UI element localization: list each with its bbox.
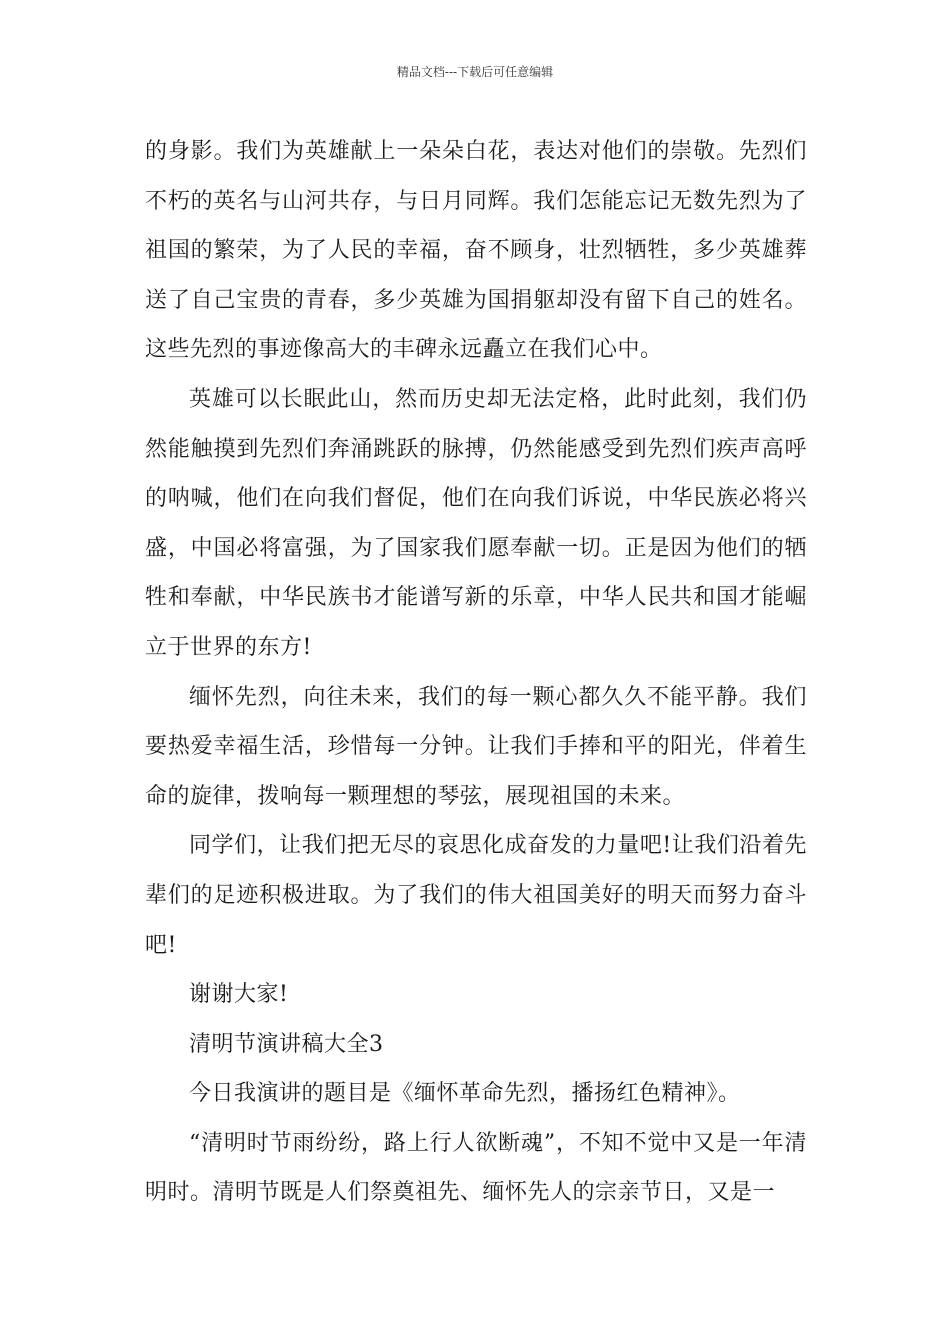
paragraph-3: 缅怀先烈，向往未来，我们的每一颗心都久久不能平静。我们要热爱幸福生活，珍惜每一分钟。让我们手捧和平的阳光，伴着生命的旋律，拨响每一颗理想的琴弦，展现祖国的未来。	[145, 684, 807, 809]
paragraph-2: 英雄可以长眠此山，然而历史却无法定格，此时此刻，我们仍然能触摸到先烈们奔涌跳跃的脉搏，仍然能感受到先烈们疾声高呼的呐喊，他们在向我们督促，他们在向我们诉说，中华民族必将兴盛，中国必将富强，为了国家我们愿奉献一切。正是因为他们的牺牲和奉献，中华民族书才能谱写新的乐章，中华人民共和国才能崛立于世界的东方!	[145, 386, 807, 660]
paragraph-4: 同学们，让我们把无尽的哀思化成奋发的力量吧!让我们沿着先辈们的足迹积极进取。为了我们的伟大祖国美好的明天而努力奋斗吧!	[145, 833, 807, 958]
paragraph-8: “清明时节雨纷纷，路上行人欲断魂”，不知不觉中又是一年清明时。清明节既是人们祭奠祖先、缅怀先人的宗亲节日，又是一	[145, 1130, 807, 1206]
document-body	[145, 127, 807, 1218]
paragraph-1: 的身影。我们为英雄献上一朵朵白花，表达对他们的崇敬。先烈们不朽的英名与山河共存，与日月同辉。我们怎能忘记无数先烈为了祖国的繁荣，为了人民的幸福，奋不顾身，壮烈牺牲，多少英雄葬送了自己宝贵的青春，多少英雄为国捐躯却没有留下自己的姓名。这些先烈的事迹像高大的丰碑永远矗立在我们心中。	[145, 139, 807, 363]
section-title: 清明节演讲稿大全3	[189, 1031, 384, 1057]
page-header: 精品文档---下载后可任意编辑	[396, 65, 554, 79]
closing-thanks: 谢谢大家!	[189, 982, 289, 1008]
speech-topic: 今日我演讲的题目是《缅怀革命先烈，播扬红色精神》。	[189, 1081, 741, 1107]
